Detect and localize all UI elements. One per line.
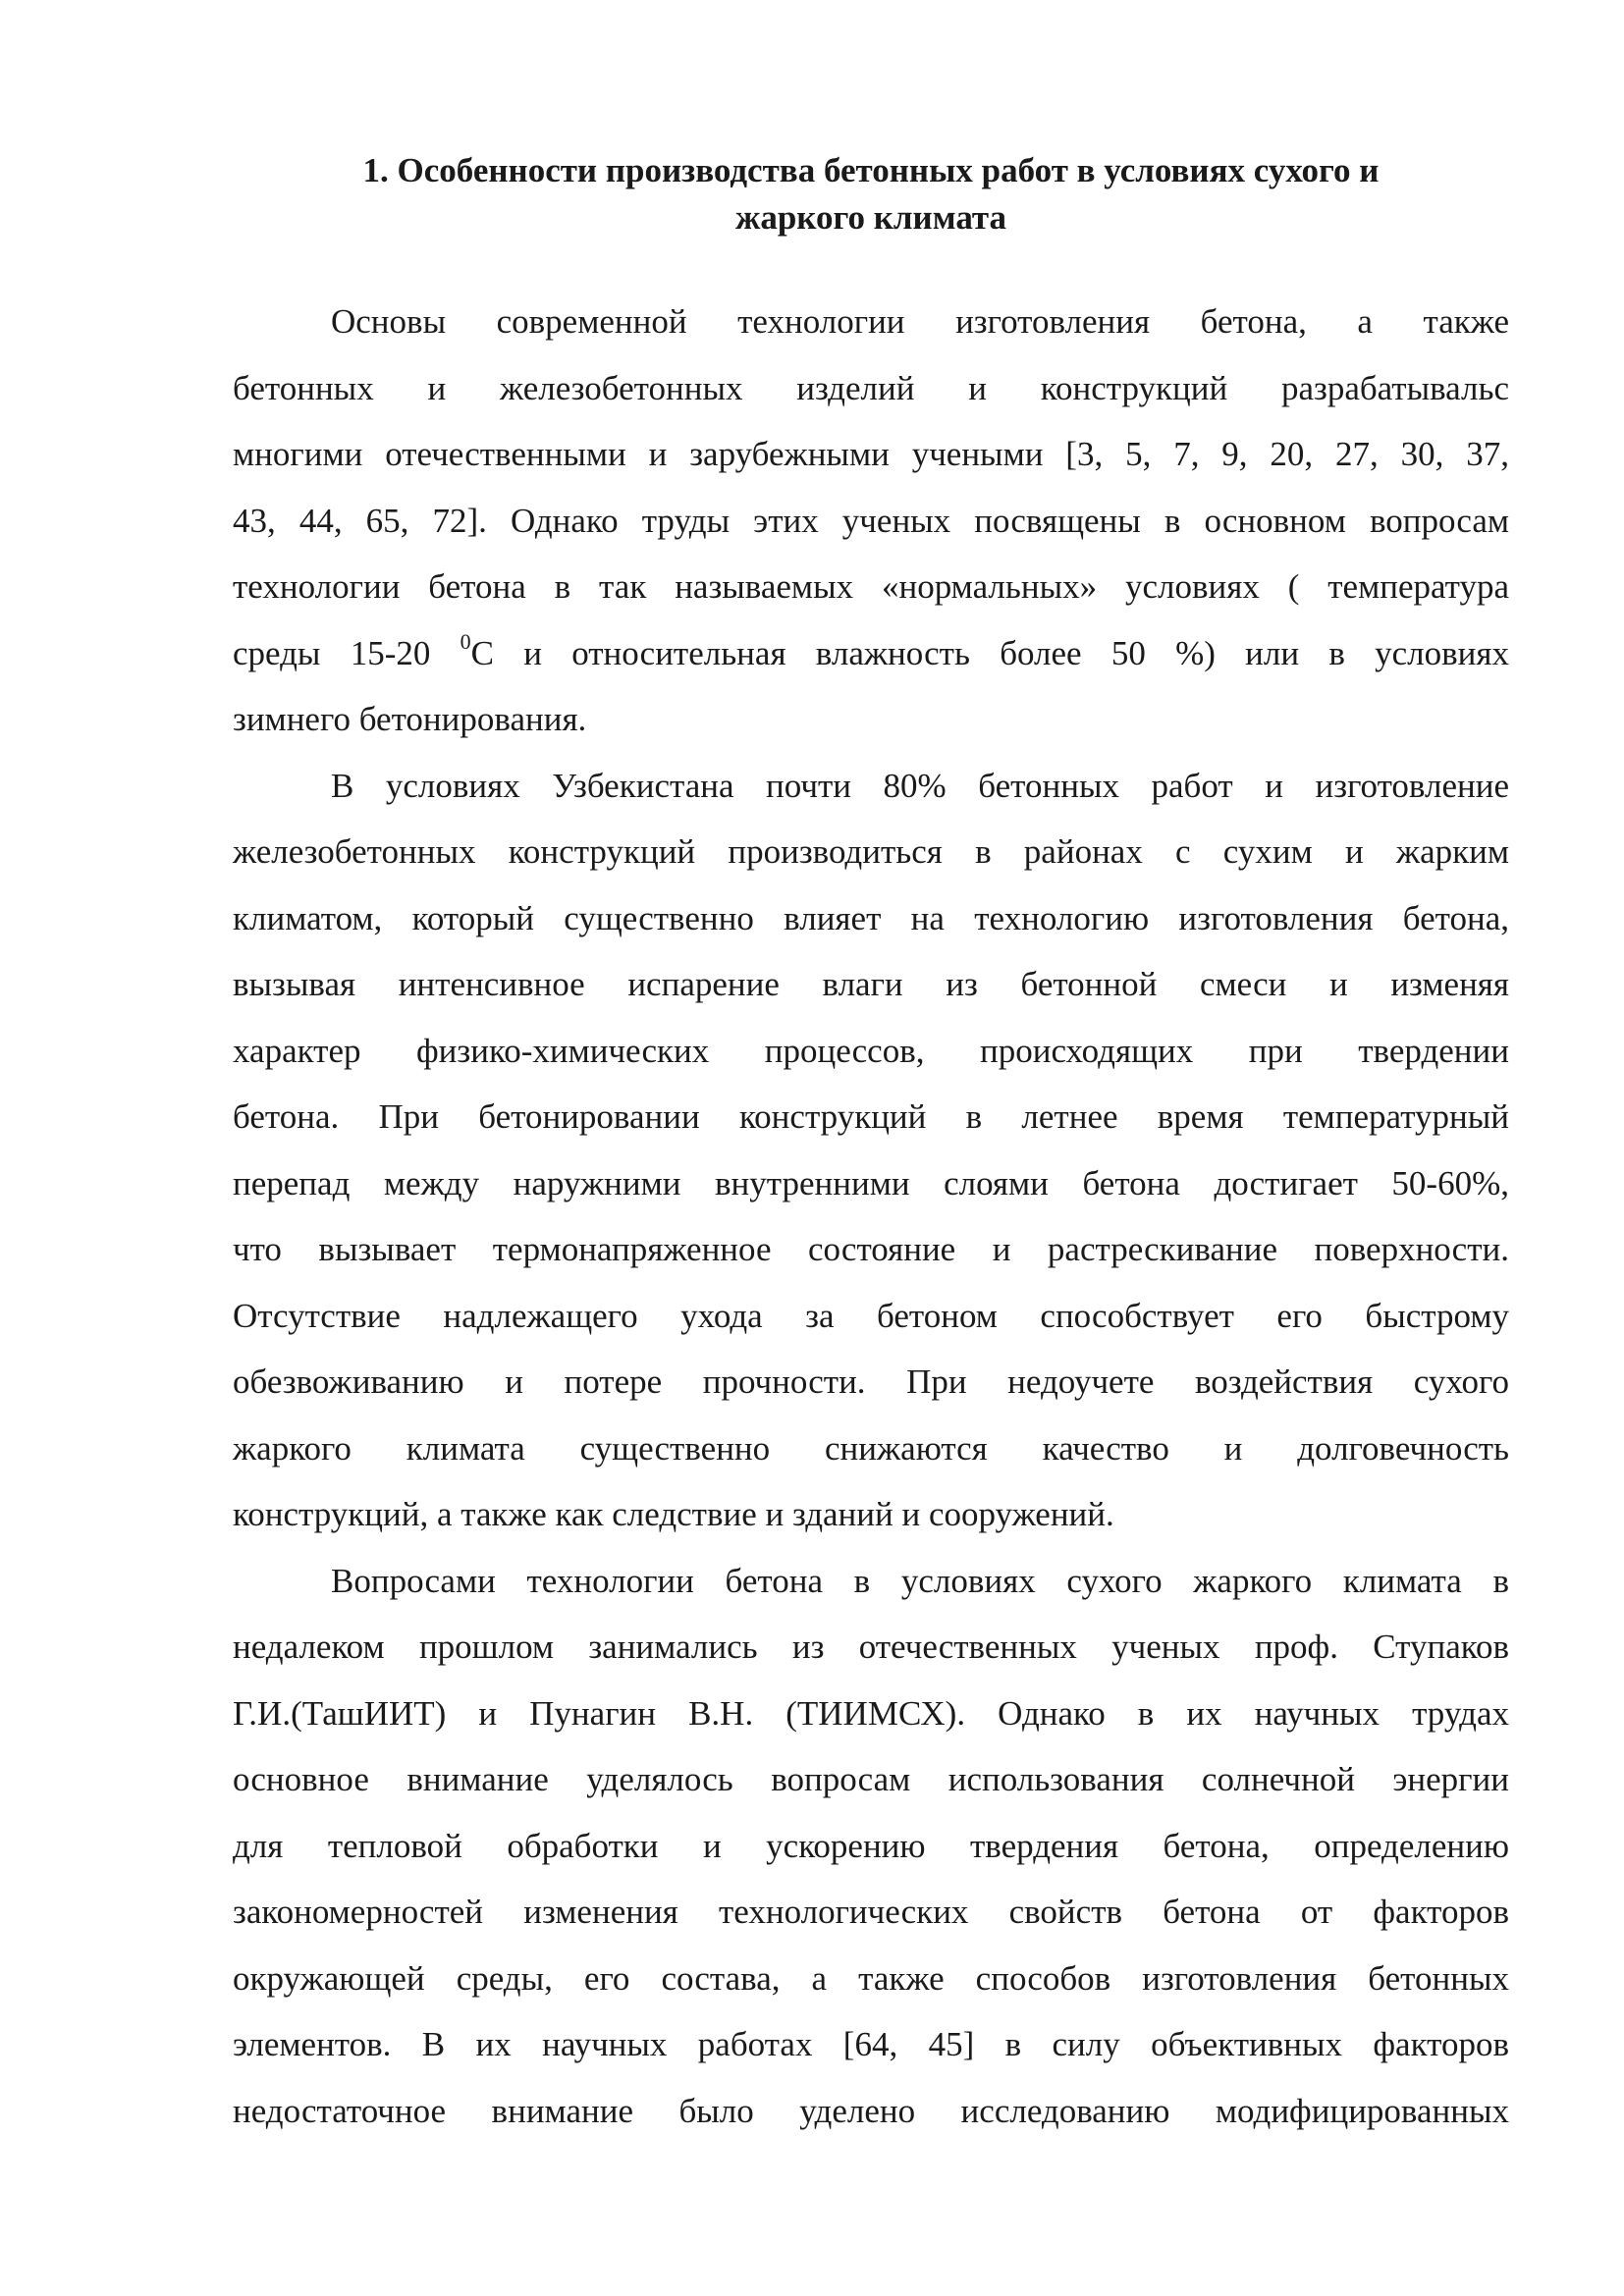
text-line: зимнего бетонирования.	[233, 700, 587, 738]
text-line: конструкций, а также как следствие и зданий и сооружений.	[233, 1495, 1114, 1533]
text-line: окружающей среды, его состава, а также способов изготовления бетонных	[233, 1958, 1509, 1998]
text-line: для тепловой обработки и ускорению твердения бетона, определению	[233, 1826, 1509, 1865]
text-fragment: С и относительная влажность более 50 %) или в условиях	[470, 633, 1510, 672]
text-line: климатом, который существенно влияет на технологию изготовления бетона,	[233, 898, 1509, 937]
text-line: жаркого климата существенно снижаются качество и долговечность	[233, 1428, 1509, 1468]
text-line: 43, 44, 65, 72]. Однако труды этих ученых посвящены в основном вопросам	[233, 501, 1509, 540]
text-line: вызывая интенсивное испарение влаги из бетонной смеси и изменяя	[233, 965, 1509, 1003]
text-line: Г.И.(ТашИИТ) и Пунагин В.Н. (ТИИМСХ). Однако в их научных трудах	[233, 1693, 1509, 1733]
text-line: элементов. В их научных работах [64, 45] в силу объективных факторов	[233, 2025, 1509, 2063]
text-line: Основы современной технологии изготовления бетона, а также	[331, 302, 1509, 341]
title-line-1: 1. Особенности производства бетонных работ в условиях сухого и	[362, 151, 1380, 189]
text-line	[233, 620, 1509, 687]
text-line: перепад между наружними внутренними слоями бетона достигает 50-60%,	[233, 1163, 1509, 1202]
text-line: обезвоживанию и потере прочности. При недоучете воздействия сухого	[233, 1362, 1509, 1401]
text-line: основное внимание уделялось вопросам использования солнечной энергии	[233, 1760, 1509, 1798]
text-line: характер физико-химических процессов, происходящих при твердении	[233, 1031, 1509, 1070]
text-line: Вопросами технологии бетона в условиях сухого жаркого климата в	[331, 1561, 1509, 1600]
document-body	[233, 289, 1509, 2144]
text-fragment: среды 15-20	[233, 633, 431, 672]
text-line: технологии бетона в так называемых «нормальных» условиях ( температура	[233, 567, 1509, 606]
text-line: недостаточное внимание было уделено исследованию модифицированных	[233, 2091, 1509, 2130]
paragraph-1	[233, 289, 1509, 753]
text-line: Отсутствие надлежащего ухода за бетоном способствует его быстрому	[233, 1296, 1509, 1335]
paragraph-2	[233, 753, 1509, 1548]
text-line: многими отечественными и зарубежными учеными [3, 5, 7, 9, 20, 27, 30, 37,	[233, 435, 1509, 473]
text-line: бетона. При бетонировании конструкций в летнее время температурный	[233, 1097, 1509, 1136]
document-page	[233, 147, 1509, 2144]
text-line: железобетонных конструкций производиться в районах с сухим и жарким	[233, 832, 1509, 871]
degree-superscript: 0	[460, 628, 471, 654]
section-title	[233, 147, 1509, 241]
title-line-2: жаркого климата	[734, 198, 1007, 237]
text-line: недалеком прошлом занимались из отечественных ученых проф. Ступаков	[233, 1628, 1509, 1666]
text-line: что вызывает термонапряженное состояние и растрескивание поверхности.	[233, 1230, 1509, 1268]
text-line: В условиях Узбекистана почти 80% бетонных работ и изготовление	[331, 766, 1509, 805]
text-line: закономерностей изменения технологических свойств бетона от факторов	[233, 1893, 1509, 1931]
text-line: бетонных и железобетонных изделий и конструкций разрабатывальс	[233, 368, 1509, 407]
paragraph-3	[233, 1548, 1509, 2145]
